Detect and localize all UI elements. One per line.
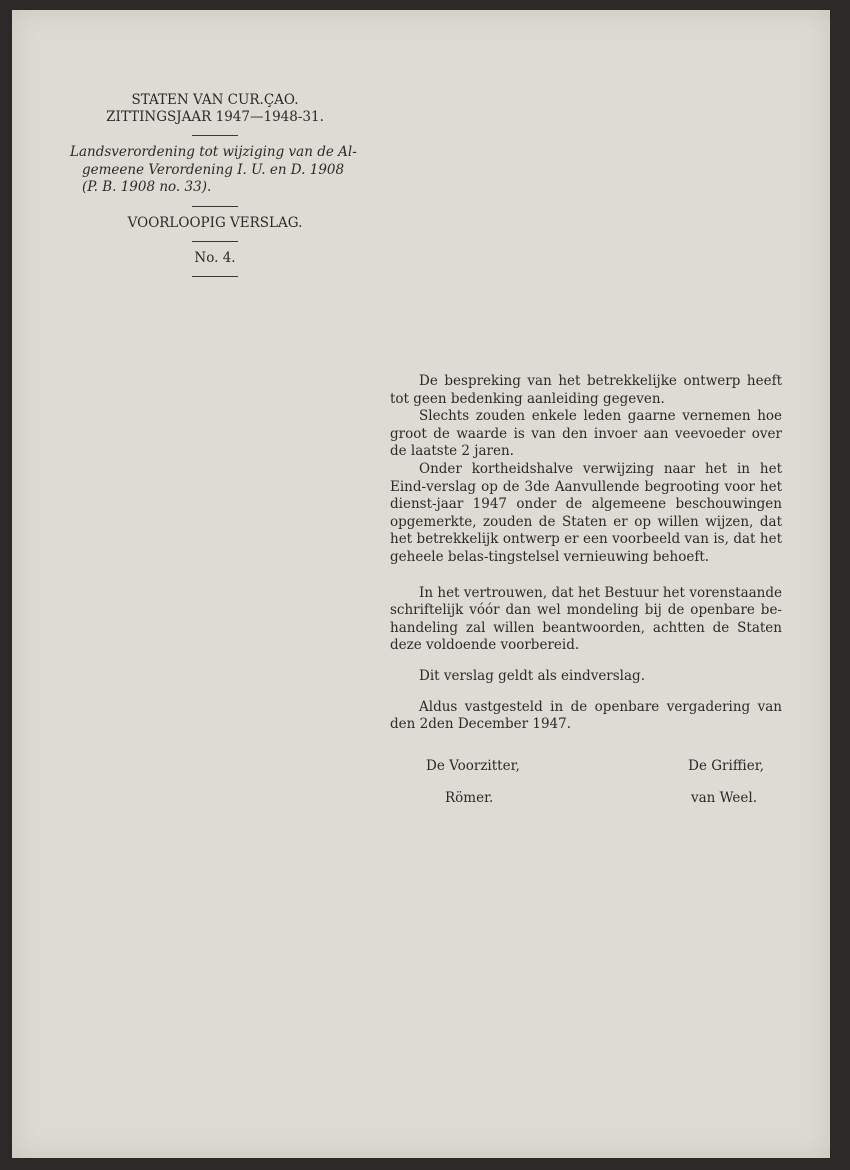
paragraph: Onder kortheidshalve verwijzing naar het in het Eind-verslag op de 3de Aanvullende begrooting voor het dienst-jaar 1947 onder de algemeene beschouwingen opgemerkte, zouden de Staten er op willen wijzen, dat het betrekkelijk ontwerp er een voorbeeld van is, dat het geheele belas-tingstelsel vernieuwing behoeft. xyxy=(390,460,782,565)
paragraph: Dit verslag geldt als eindverslag. xyxy=(419,667,645,684)
chair-title: De Voorzitter, xyxy=(426,758,520,774)
paragraph: In het vertrouwen, dat het Bestuur het vorenstaande schriftelijk vóór dan wel mondeling bij de openbare be-handeling zal willen beantwoorden, achtten de Staten deze voldoende voorbereid. xyxy=(390,584,782,654)
divider-rule xyxy=(192,276,238,277)
report-title: VOORLOOPIG VERSLAG. xyxy=(127,214,303,231)
paragraph: Slechts zouden enkele leden gaarne vernemen hoe groot de waarde is van den invoer aan veevoeder over de laatste 2 jaren. xyxy=(390,408,782,460)
ordinance-title-line: gemeene Verordening I. U. en D. 1908 xyxy=(82,161,345,178)
chair-name: Römer. xyxy=(445,790,494,806)
divider-rule xyxy=(192,135,238,136)
document-page xyxy=(12,10,830,1158)
clerk-name: van Weel. xyxy=(690,790,757,806)
paragraph: De bespreking van het betrekkelijke ontwerp heeft tot geen bedenking aanleiding gegeven. xyxy=(390,373,782,407)
divider-rule xyxy=(192,206,238,207)
report-number: No. 4. xyxy=(194,249,236,266)
paragraph: Aldus vastgesteld in de openbare vergadering van den 2den December 1947. xyxy=(390,698,782,733)
ordinance-title xyxy=(70,144,360,197)
session-year: ZITTINGSJAAR 1947—1948-31. xyxy=(106,109,324,125)
divider-rule xyxy=(192,241,238,242)
parliament-name: STATEN VAN CUR.ÇAO. xyxy=(131,92,299,108)
ordinance-title-line: (P. B. 1908 no. 33). xyxy=(82,179,212,195)
document-header xyxy=(70,92,360,285)
clerk-title: De Griffier, xyxy=(688,758,764,774)
report-body xyxy=(390,373,782,734)
ordinance-title-line: Landsverordening tot wijziging van de Al- xyxy=(70,144,357,160)
